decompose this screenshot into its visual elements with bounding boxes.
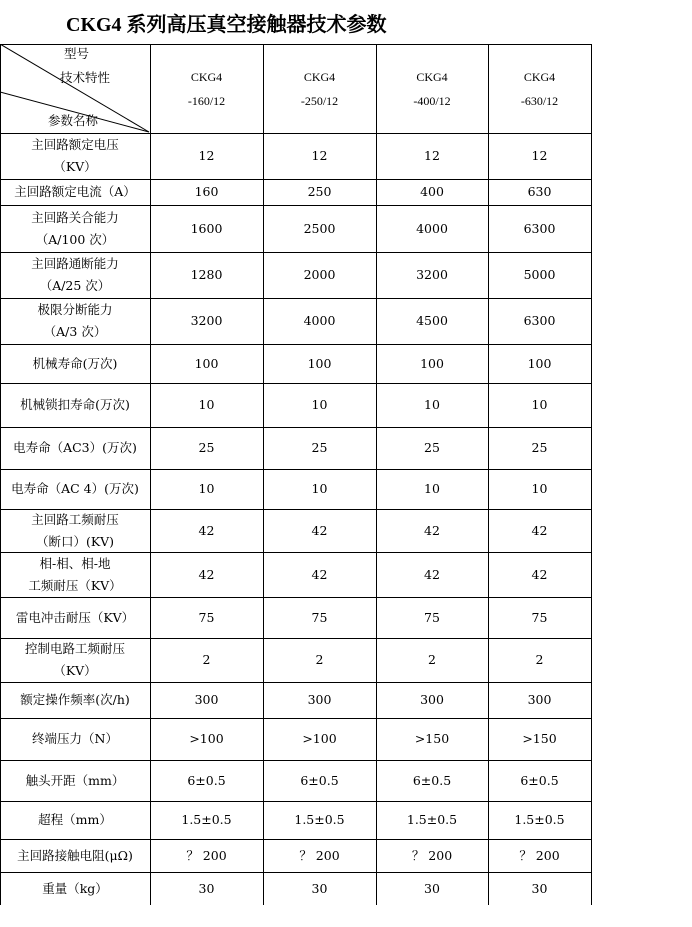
value-cell bbox=[488, 801, 591, 839]
value-text: ？ 200 bbox=[519, 847, 560, 863]
value-text: 1.5±0.5 bbox=[514, 812, 565, 827]
value-text: 10 bbox=[531, 481, 548, 496]
value-text: 100 bbox=[420, 355, 444, 371]
value-cell bbox=[263, 801, 376, 839]
value-cell bbox=[263, 718, 376, 760]
value-cell bbox=[263, 872, 376, 905]
row-label-text: 控制电路工频耐压 bbox=[24, 641, 125, 656]
value-cell bbox=[263, 597, 376, 638]
value-text: 25 bbox=[198, 440, 215, 455]
row-label-cell bbox=[0, 760, 150, 801]
model-header-text: -400/12 bbox=[413, 93, 451, 108]
row-label-text: 机械寿命(万次) bbox=[32, 355, 118, 371]
value-text: 6±0.5 bbox=[300, 772, 339, 788]
value-text: 10 bbox=[311, 481, 328, 496]
value-text: 10 bbox=[424, 397, 440, 412]
page-title: CKG4 系列高压真空接触器技术参数 bbox=[66, 14, 387, 36]
value-text: 400 bbox=[420, 184, 444, 199]
value-cell bbox=[376, 509, 488, 552]
value-text: 75 bbox=[424, 609, 440, 625]
row-label-text: （A/25 次） bbox=[39, 278, 111, 293]
value-cell bbox=[376, 718, 488, 760]
value-text: 300 bbox=[194, 692, 219, 707]
row-label-text: 主回路工频耐压 bbox=[31, 511, 119, 527]
row-label-text: 主回路额定电压 bbox=[31, 137, 119, 152]
corner-param-label: 参数名称 bbox=[48, 113, 99, 128]
value-cell bbox=[150, 638, 263, 682]
value-cell bbox=[263, 552, 376, 597]
row-label-cell bbox=[0, 383, 150, 427]
value-text: 75 bbox=[531, 609, 548, 625]
value-text: 25 bbox=[311, 440, 328, 455]
value-cell bbox=[150, 427, 263, 469]
model-header-text: -160/12 bbox=[187, 93, 226, 108]
value-text: 12 bbox=[311, 148, 328, 163]
row-label-cell bbox=[0, 552, 150, 597]
row-label-cell bbox=[0, 872, 150, 905]
value-text: 2 bbox=[428, 652, 436, 667]
value-text: 1.5±0.5 bbox=[181, 812, 232, 827]
value-cell bbox=[150, 469, 263, 509]
value-cell bbox=[263, 682, 376, 718]
value-cell bbox=[150, 760, 263, 801]
value-cell bbox=[376, 205, 488, 252]
value-cell bbox=[150, 133, 263, 179]
value-cell bbox=[488, 205, 591, 252]
value-text: 10 bbox=[424, 481, 440, 496]
corner-feature-label: 技术特性 bbox=[60, 70, 111, 85]
model-header-text: -250/12 bbox=[300, 93, 339, 108]
value-cell bbox=[488, 682, 591, 718]
value-cell bbox=[150, 298, 263, 344]
value-cell bbox=[376, 469, 488, 509]
value-cell bbox=[488, 839, 591, 872]
row-label-text: 电寿命（AC3）(万次) bbox=[13, 440, 137, 455]
row-label-text: 工频耐压（KV） bbox=[28, 577, 122, 593]
value-text: 10 bbox=[198, 397, 215, 412]
row-label-text: （KV） bbox=[53, 663, 97, 678]
value-cell bbox=[376, 839, 488, 872]
row-label-text: 重量（kg） bbox=[42, 880, 108, 896]
value-text: ？ 200 bbox=[411, 847, 453, 863]
value-cell bbox=[376, 179, 488, 205]
row-label-text: 额定操作频率(次/h) bbox=[20, 692, 130, 707]
value-text: 2 bbox=[315, 652, 324, 667]
value-cell bbox=[376, 872, 488, 905]
value-text: 42 bbox=[424, 522, 440, 538]
value-cell bbox=[376, 760, 488, 801]
row-label-text: （A/100 次） bbox=[35, 231, 115, 247]
value-cell bbox=[150, 597, 263, 638]
value-cell bbox=[263, 133, 376, 179]
row-label-cell bbox=[0, 427, 150, 469]
value-cell bbox=[150, 718, 263, 760]
model-header-cell bbox=[488, 44, 591, 133]
value-text: >150 bbox=[522, 731, 557, 746]
value-text: 300 bbox=[420, 692, 444, 707]
row-label-text: （断口）(KV) bbox=[35, 533, 115, 549]
value-cell bbox=[376, 427, 488, 469]
value-text: 5000 bbox=[523, 267, 556, 282]
value-text: 12 bbox=[531, 148, 548, 163]
row-label-text: 电寿命（AC 4）(万次) bbox=[11, 481, 139, 496]
value-text: ？ 200 bbox=[299, 847, 340, 863]
row-label-cell bbox=[0, 638, 150, 682]
value-cell bbox=[488, 133, 591, 179]
row-label-cell bbox=[0, 839, 150, 872]
value-text: 75 bbox=[198, 609, 215, 625]
value-cell bbox=[488, 718, 591, 760]
value-text: 4000 bbox=[416, 220, 448, 236]
value-text: 10 bbox=[531, 397, 548, 412]
value-text: 30 bbox=[198, 880, 215, 896]
value-cell bbox=[376, 597, 488, 638]
value-text: 30 bbox=[531, 880, 548, 896]
value-text: 12 bbox=[198, 148, 215, 163]
value-text: 160 bbox=[194, 184, 219, 199]
row-label-cell bbox=[0, 205, 150, 252]
value-cell bbox=[488, 469, 591, 509]
value-text: 2000 bbox=[303, 267, 336, 282]
value-cell bbox=[263, 469, 376, 509]
value-cell bbox=[150, 205, 263, 252]
table-column-border bbox=[591, 44, 592, 905]
row-label-cell bbox=[0, 133, 150, 179]
value-cell bbox=[376, 638, 488, 682]
value-text: 42 bbox=[198, 522, 215, 538]
row-label-cell bbox=[0, 597, 150, 638]
row-label-text: 相-相、相-地 bbox=[39, 555, 111, 571]
value-cell bbox=[150, 552, 263, 597]
row-label-cell bbox=[0, 344, 150, 383]
row-label-cell bbox=[0, 718, 150, 760]
value-cell bbox=[488, 872, 591, 905]
value-cell bbox=[263, 252, 376, 298]
value-text: 300 bbox=[527, 692, 552, 707]
value-cell bbox=[150, 509, 263, 552]
value-text: >150 bbox=[414, 731, 450, 746]
value-text: >100 bbox=[302, 731, 337, 746]
value-cell bbox=[376, 133, 488, 179]
row-label-text: 机械锁扣寿命(万次) bbox=[20, 397, 130, 412]
value-text: 3200 bbox=[190, 313, 223, 328]
value-cell bbox=[376, 801, 488, 839]
row-label-cell bbox=[0, 801, 150, 839]
corner-model-label: 型号 bbox=[64, 46, 90, 61]
value-cell bbox=[263, 638, 376, 682]
value-cell bbox=[263, 298, 376, 344]
value-cell bbox=[150, 344, 263, 383]
value-cell bbox=[376, 344, 488, 383]
value-text: 250 bbox=[307, 184, 332, 199]
value-cell bbox=[150, 872, 263, 905]
value-text: 2 bbox=[202, 652, 211, 667]
value-cell bbox=[150, 179, 263, 205]
model-header-text: -630/12 bbox=[520, 93, 559, 108]
value-text: 30 bbox=[424, 880, 440, 896]
value-text: 42 bbox=[531, 522, 548, 538]
value-cell bbox=[488, 252, 591, 298]
value-cell bbox=[150, 801, 263, 839]
value-cell bbox=[488, 383, 591, 427]
value-cell bbox=[150, 839, 263, 872]
value-cell bbox=[263, 509, 376, 552]
value-cell bbox=[376, 252, 488, 298]
row-label-text: 主回路通断能力 bbox=[31, 256, 119, 271]
value-cell bbox=[263, 344, 376, 383]
value-cell bbox=[150, 682, 263, 718]
value-cell bbox=[263, 839, 376, 872]
value-text: 42 bbox=[531, 566, 548, 582]
row-label-text: 主回路额定电流（A） bbox=[14, 184, 136, 199]
value-cell bbox=[376, 682, 488, 718]
value-text: 6±0.5 bbox=[187, 772, 226, 788]
value-text: >100 bbox=[189, 731, 224, 746]
row-label-text: （KV） bbox=[53, 159, 97, 174]
value-text: 6±0.5 bbox=[520, 772, 559, 788]
value-cell bbox=[488, 597, 591, 638]
value-cell bbox=[488, 179, 591, 205]
value-text: 6300 bbox=[523, 313, 556, 328]
row-label-cell bbox=[0, 682, 150, 718]
row-label-text: 触头开距（mm） bbox=[25, 772, 125, 788]
value-cell bbox=[150, 383, 263, 427]
value-text: 42 bbox=[311, 522, 328, 538]
row-label-text: 超程（mm） bbox=[38, 812, 112, 827]
row-label-cell bbox=[0, 179, 150, 205]
row-label-text: 主回路关合能力 bbox=[31, 209, 119, 225]
value-text: 1600 bbox=[190, 220, 223, 236]
model-header-cell bbox=[376, 44, 488, 133]
value-cell bbox=[263, 179, 376, 205]
value-cell bbox=[488, 427, 591, 469]
model-header-cell bbox=[263, 44, 376, 133]
value-cell bbox=[488, 552, 591, 597]
row-label-text: 极限分断能力 bbox=[37, 302, 113, 317]
value-text: 6±0.5 bbox=[412, 772, 452, 788]
value-cell bbox=[263, 427, 376, 469]
value-text: 12 bbox=[424, 148, 440, 163]
value-cell bbox=[488, 638, 591, 682]
value-text: 42 bbox=[424, 566, 440, 582]
row-label-text: （A/3 次） bbox=[43, 324, 107, 339]
value-text: 10 bbox=[198, 481, 215, 496]
value-text: 630 bbox=[527, 184, 552, 199]
value-text: 4000 bbox=[303, 313, 336, 328]
value-cell bbox=[150, 252, 263, 298]
value-text: 25 bbox=[531, 440, 548, 455]
row-label-text: 终端压力（N） bbox=[32, 731, 118, 746]
value-text: 3200 bbox=[416, 267, 448, 282]
value-cell bbox=[488, 298, 591, 344]
value-text: 1.5±0.5 bbox=[294, 812, 345, 827]
value-text: 1280 bbox=[190, 267, 223, 282]
value-cell bbox=[263, 760, 376, 801]
value-text: 100 bbox=[194, 355, 219, 371]
value-cell bbox=[488, 509, 591, 552]
value-text: ？ 200 bbox=[186, 847, 227, 863]
value-cell bbox=[376, 383, 488, 427]
value-cell bbox=[263, 205, 376, 252]
row-label-cell bbox=[0, 298, 150, 344]
value-text: 42 bbox=[198, 566, 215, 582]
model-header-text: CKG4 bbox=[190, 69, 223, 84]
value-text: 42 bbox=[311, 566, 328, 582]
model-header-cell bbox=[150, 44, 263, 133]
value-text: 100 bbox=[307, 355, 332, 371]
row-label-cell bbox=[0, 469, 150, 509]
row-label-cell bbox=[0, 509, 150, 552]
value-cell bbox=[488, 344, 591, 383]
value-text: 4500 bbox=[416, 313, 448, 328]
value-cell bbox=[263, 383, 376, 427]
value-text: 1.5±0.5 bbox=[406, 812, 458, 827]
row-label-cell bbox=[0, 252, 150, 298]
value-cell bbox=[488, 760, 591, 801]
model-header-text: CKG4 bbox=[303, 69, 336, 84]
value-text: 25 bbox=[424, 440, 440, 455]
value-text: 2500 bbox=[303, 220, 336, 236]
value-text: 30 bbox=[311, 880, 328, 896]
value-text: 6300 bbox=[523, 220, 556, 236]
value-text: 100 bbox=[527, 355, 552, 371]
value-cell bbox=[376, 298, 488, 344]
value-text: 2 bbox=[535, 652, 544, 667]
value-cell bbox=[376, 552, 488, 597]
value-text: 300 bbox=[307, 692, 332, 707]
model-header-text: CKG4 bbox=[523, 69, 556, 84]
row-label-text: 主回路接触电阻(μΩ) bbox=[17, 847, 133, 863]
value-text: 75 bbox=[311, 609, 328, 625]
model-header-text: CKG4 bbox=[416, 69, 448, 84]
value-text: 10 bbox=[311, 397, 328, 412]
row-label-text: 雷电冲击耐压（KV） bbox=[15, 609, 135, 625]
